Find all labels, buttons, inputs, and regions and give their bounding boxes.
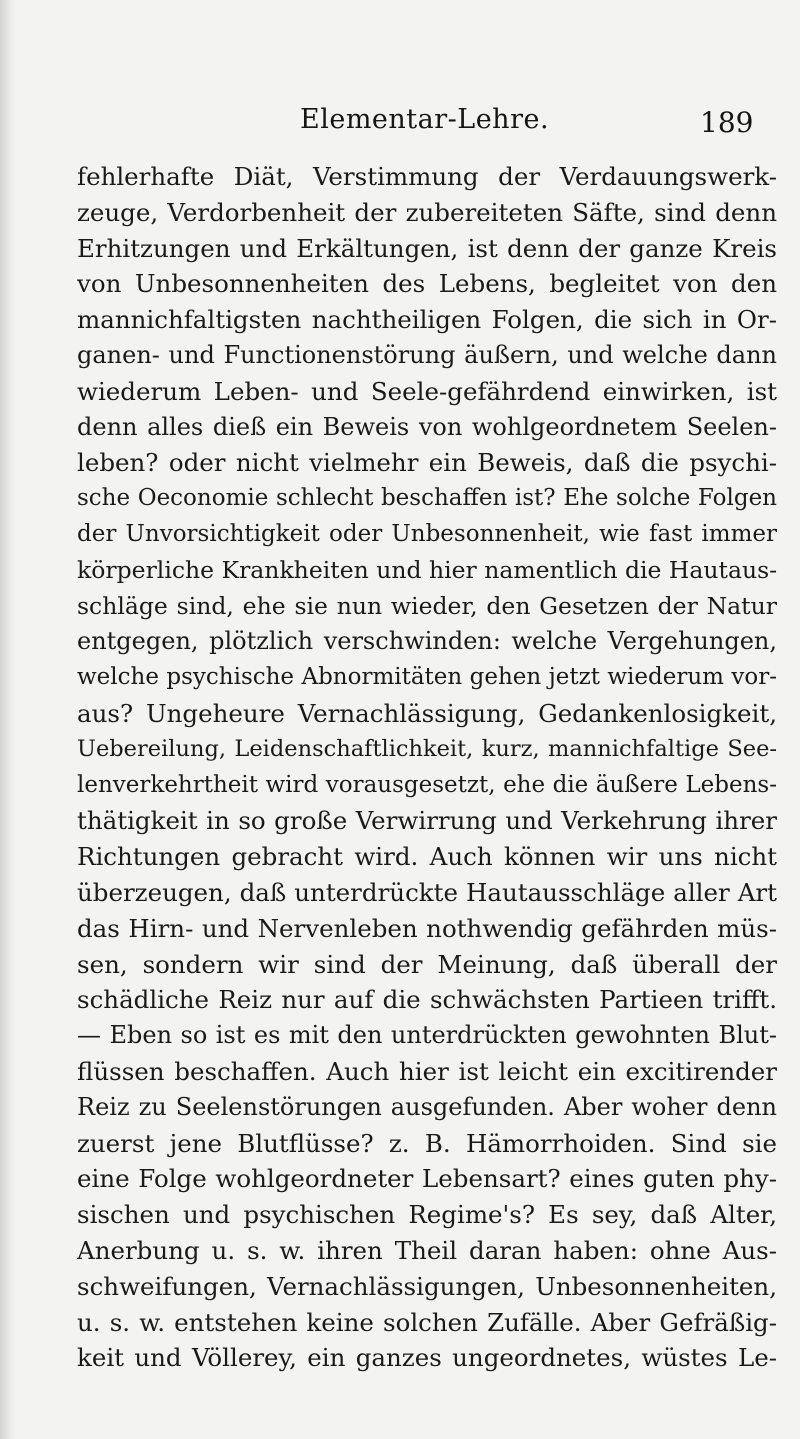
- text-line: sen, sondern wir sind der Meinung, daß überall der: [77, 949, 777, 979]
- text-line: keit und Völlerey, ein ganzes ungeordnetes, wüstes Le-: [77, 1343, 777, 1373]
- text-line: Reiz zu Seelenstörungen ausgefunden. Aber woher denn: [77, 1092, 777, 1121]
- text-line: entgegen, plötzlich verschwinden: welche Vergehungen,: [77, 627, 777, 656]
- page-number: 189: [700, 106, 754, 139]
- text-line: schweifungen, Vernachlässigungen, Unbesonnenheiten,: [77, 1271, 777, 1301]
- text-line: u. s. w. entstehen keine solchen Zufälle. Aber Gefräßig-: [77, 1307, 777, 1337]
- text-line: aus? Ungeheure Vernachlässigung, Gedankenlosigkeit,: [77, 698, 777, 728]
- body-text: [77, 159, 777, 1376]
- text-line: von Unbesonnenheiten des Lebens, begleitet von den: [77, 269, 777, 299]
- page-binding-edge: [0, 0, 16, 1439]
- text-line: schädliche Reiz nur auf die schwächsten Partieen trifft.: [77, 985, 777, 1015]
- text-line: Anerbung u. s. w. ihren Theil daran haben: ohne Aus-: [77, 1235, 777, 1265]
- text-line: Richtungen gebracht wird. Auch können wir uns nicht: [77, 842, 777, 872]
- text-line: sche Oeconomie schlecht beschaffen ist? Ehe solche Folgen: [77, 485, 777, 512]
- text-line: sischen und psychischen Regime's? Es sey, daß Alter,: [77, 1200, 777, 1230]
- text-line: überzeugen, daß unterdrückte Hautausschläge aller Art: [77, 877, 777, 907]
- text-line: zeuge, Verdorbenheit der zubereiteten Säfte, sind denn: [77, 197, 777, 227]
- text-line: wiederum Leben- und Seele-gefährdend einwirken, ist: [77, 376, 777, 406]
- running-title: Elementar-Lehre.: [300, 104, 550, 135]
- text-line: zuerst jene Blutflüsse? z. B. Hämorrhoiden. Sind sie: [77, 1128, 777, 1158]
- text-line: der Unvorsichtigkeit oder Unbesonnenheit, wie fast immer: [77, 520, 777, 547]
- text-line: mannichfaltigsten nachtheiligen Folgen, die sich in Or-: [77, 305, 777, 335]
- text-line: das Hirn- und Nervenleben nothwendig gefährden müs-: [77, 913, 777, 943]
- text-line: lenverkehrtheit wird vorausgesetzt, ehe die äußere Lebens-: [77, 771, 777, 798]
- text-line: schläge sind, ehe sie nun wieder, den Gesetzen der Natur: [77, 591, 777, 620]
- text-line: leben? oder nicht vielmehr ein Beweis, daß die psychi-: [77, 448, 777, 478]
- text-line: körperliche Krankheiten und hier namentlich die Hautaus-: [77, 555, 777, 584]
- text-line: welche psychische Abnormitäten gehen jetzt wiederum vor-: [77, 664, 777, 691]
- text-line: fehlerhafte Diät, Verstimmung der Verdauungswerk-: [77, 162, 777, 191]
- text-line: Erhitzungen und Erkältungen, ist denn der ganze Kreis: [77, 233, 777, 263]
- page-header: [0, 100, 800, 140]
- text-line: flüssen beschaffen. Auch hier ist leicht ein excitirender: [77, 1056, 777, 1086]
- text-line: thätigkeit in so große Verwirrung und Verkehrung ihrer: [77, 806, 777, 836]
- text-line: ganen- und Functionenstörung äußern, und welche dann: [77, 340, 777, 369]
- text-line: denn alles dieß ein Beweis von wohlgeordnetem Seelen-: [77, 412, 777, 441]
- text-line: — Eben so ist es mit den unterdrückten gewohnten Blut-: [77, 1021, 777, 1050]
- text-line: eine Folge wohlgeordneter Lebensart? eines guten phy-: [77, 1164, 777, 1194]
- text-line: Uebereilung, Leidenschaftlichkeit, kurz, mannichfaltige See-: [77, 735, 777, 762]
